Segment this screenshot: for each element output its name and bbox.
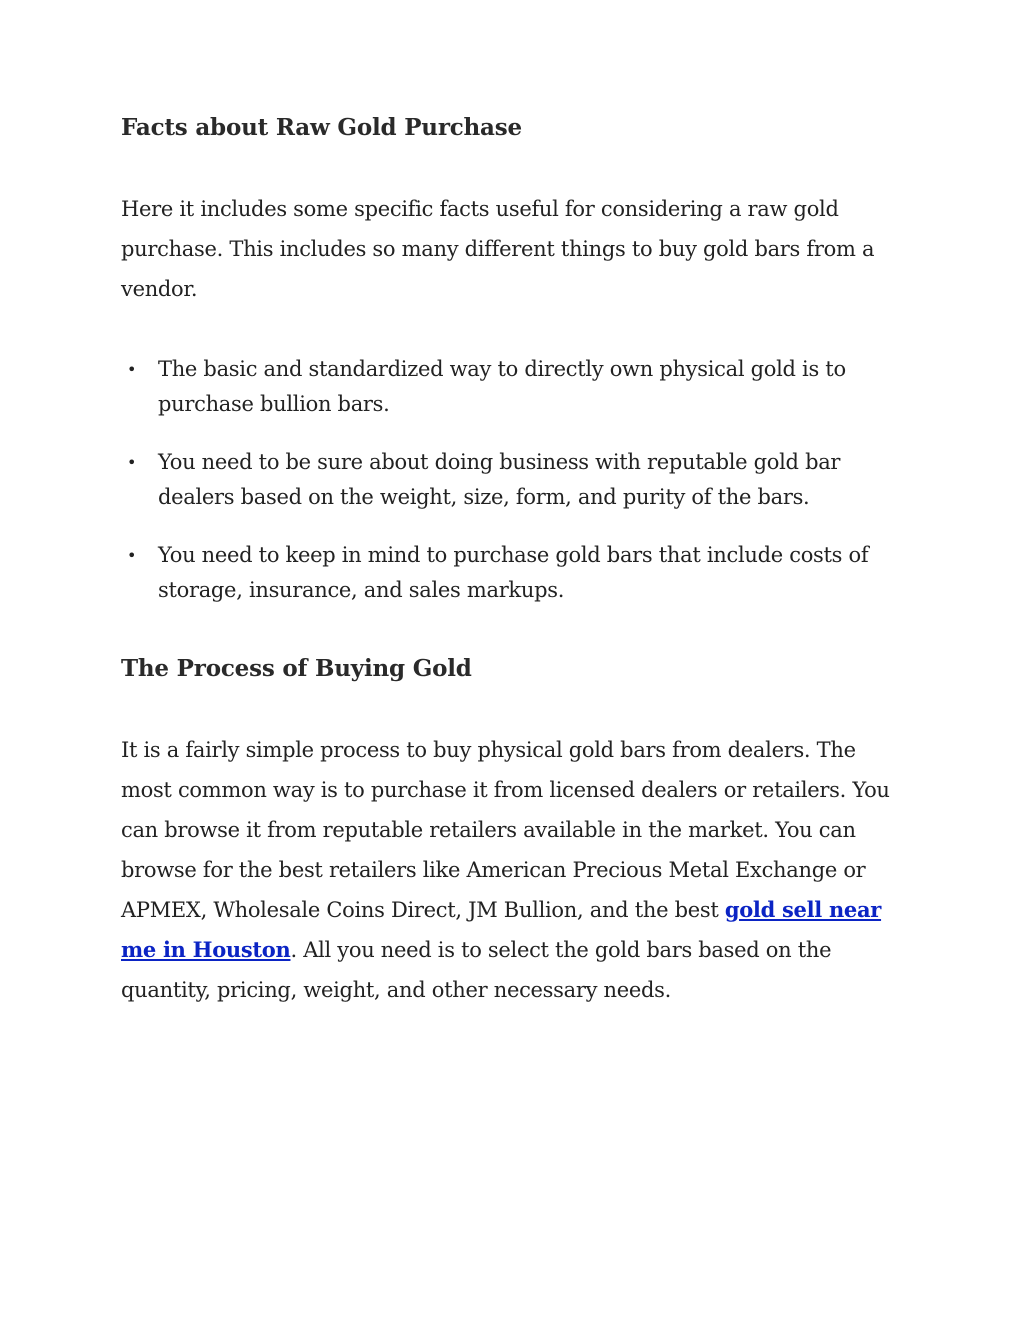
list-item-text: You need to be sure about doing business with reputable gold bar dealers based on the weight, size, form, and purity of the bars. <box>158 450 841 509</box>
process-text-before-link: It is a fairly simple process to buy physical gold bars from dealers. The most common way is to purchase it from licensed dealers or retailers. You can browse it from reputable retailers available in the market. You can browse for the best retailers like American Precious Metal Exchange or APMEX, Wholesale Coins Direct, JM Bullion, and the best <box>121 738 890 922</box>
heading-facts-about-raw-gold-purchase: Facts about Raw Gold Purchase <box>121 114 522 141</box>
list-item-text: You need to keep in mind to purchase gold bars that include costs of storage, insurance, and sales markups. <box>158 543 869 602</box>
list-item <box>121 445 911 515</box>
process-paragraph <box>121 730 911 1010</box>
bullet-icon: • <box>127 360 137 379</box>
list-item <box>121 538 911 608</box>
bullet-icon: • <box>127 546 137 565</box>
process-text-after-link: . All you need is to select the gold bars based on the quantity, pricing, weight, and other necessary needs. <box>121 938 832 1002</box>
list-item <box>121 352 911 422</box>
list-item-text: The basic and standardized way to directly own physical gold is to purchase bullion bars. <box>158 357 846 416</box>
gold-sell-houston-link[interactable]: gold sell near me in Houston <box>121 897 882 962</box>
heading-process-of-buying-gold: The Process of Buying Gold <box>121 655 472 682</box>
intro-paragraph: Here it includes some specific facts useful for considering a raw gold purchase. This includes so many different things to buy gold bars from a vendor. <box>121 197 875 301</box>
bullet-icon: • <box>127 453 137 472</box>
